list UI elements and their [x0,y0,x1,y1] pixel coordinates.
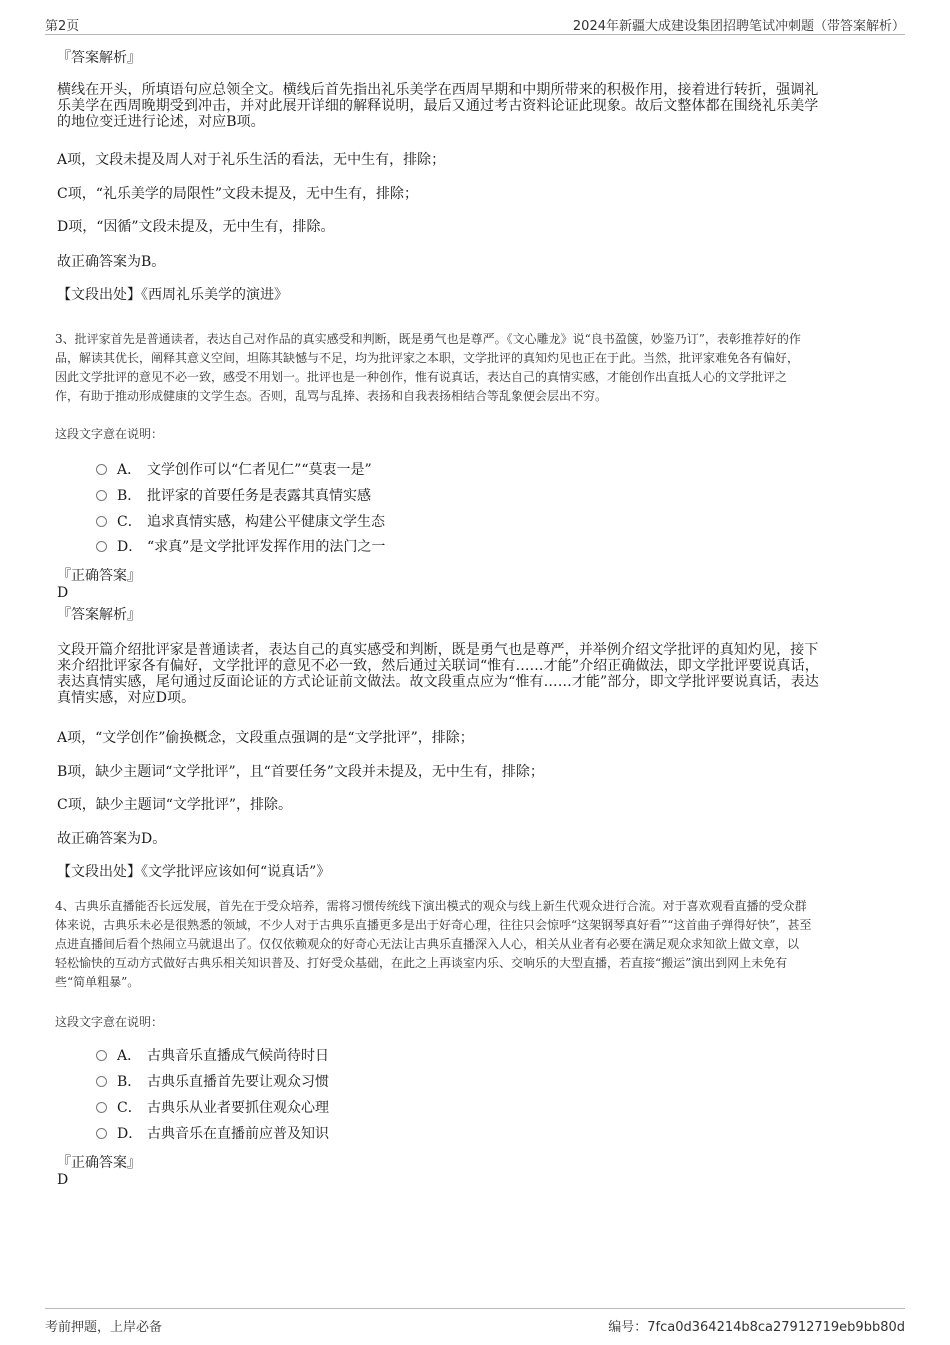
option-letter: D． [117,1126,143,1142]
option-text: 追求真情实感，构建公平健康文学生态 [147,514,385,530]
option-text: 文学创作可以“仁者见仁”“莫衷一是” [147,462,372,478]
analysis-line: 文段开篇介绍批评家是普通读者，表达自己的真实感受和判断，既是勇气也是尊严，并举例介绍文学批评的真知灼见，接下 [57,642,819,658]
option-b[interactable] [96,486,371,506]
analysis-label: 『答案解析』 [57,607,141,623]
page-footer [45,1308,905,1337]
question-line: 作，有助于推动形成健康的文学生态。否则，乱骂与乱捧、表扬和自我表扬相结合等乱象便会层出不穷。 [55,389,608,403]
question-3-text [55,330,900,406]
code-value: 7fca0d364214b8ca27912719eb9bb80d [647,1320,905,1335]
note-line: C项，缺少主题词“文学批评”，排除。 [57,797,293,813]
option-text: 古典音乐在直播前应普及知识 [147,1126,329,1142]
analysis-line: 乐美学在西周晚期受到冲击，并对此展开详细的解释说明，最后又通过考古资料论证此现象。故后文整体都在围绕礼乐美学 [57,98,819,114]
analysis-line: 来介绍批评家各有偏好，文学批评的意见不必一致，然后通过关联词“惟有……才能”介绍正确做法，即文学批评要说真话， [57,658,819,674]
radio-button-icon[interactable] [96,541,107,552]
option-letter: C． [117,514,142,530]
option-b[interactable] [96,1072,329,1092]
option-letter: B． [117,1074,142,1090]
source-line: 【文段出处】《文学批评应该如何“说真话”》 [57,864,331,880]
note-line: A项，文段未提及周人对于礼乐生活的看法，无中生有，排除； [57,152,446,168]
analysis-paragraph [57,642,893,706]
option-letter: B． [117,488,142,504]
correct-answer-value: D [57,1172,69,1188]
question-line: 因此文学批评的意见不必一致，感受不用划一。批评也是一种创作，惟有说真话，表达自己的真情实感，才能创作出直抵人心的文学批评之 [55,370,788,384]
radio-button-icon[interactable] [96,464,107,475]
radio-button-icon[interactable] [96,1102,107,1113]
option-d[interactable] [96,1124,329,1144]
note-line: D项，“因循”文段未提及，无中生有，排除。 [57,219,335,235]
question-4-text [55,897,900,992]
option-text: 批评家的首要任务是表露其真情实感 [147,488,371,504]
source-line: 【文段出处】《西周礼乐美学的演进》 [57,287,288,303]
option-letter: D． [117,539,143,555]
option-text: 古典乐从业者要抓住观众心理 [147,1100,329,1116]
question-line: 品，解读其优长，阐释其意义空间，坦陈其缺憾与不足，均为批评家之本职，文学批评的真知灼见也正在于此。当然，批评家难免各有偏好， [55,351,800,365]
code-label: 编号： [608,1320,648,1335]
analysis-line: 横线在开头，所填语句应总领全文。横线后首先指出礼乐美学在西周早期和中期所带来的积极作用，接着进行转折，强调礼 [57,82,819,98]
radio-button-icon[interactable] [96,1076,107,1087]
analysis-paragraph [57,82,893,130]
page-number: 第2页 [45,19,80,34]
document-code [608,1316,905,1335]
question-line: 3、批评家首先是普通读者，表达自己对作品的真实感受和判断，既是勇气也是尊严。《文心雕龙》说“良书盈箧，妙鉴乃订”，表彰推荐好的作 [55,332,801,346]
question-line: 些“简单粗暴”。 [55,975,140,989]
final-answer-line: 故正确答案为B。 [57,254,166,270]
option-letter: C． [117,1100,142,1116]
option-text: 古典音乐直播成气候尚待时日 [147,1048,329,1064]
footer-slogan: 考前押题，上岸必备 [45,1320,163,1335]
option-c[interactable] [96,1098,329,1118]
radio-button-icon[interactable] [96,490,107,501]
document-title: 2024年新疆大成建设集团招聘笔试冲刺题（带答案解析） [572,19,905,34]
option-letter: A． [117,462,142,478]
correct-answer-label: 『正确答案』 [57,1155,141,1171]
question-line: 轻松愉快的互动方式做好古典乐相关知识普及、打好受众基础，在此之上再谈室内乐、交响乐的大型直播，若直接“搬运”演出到网上未免有 [55,956,788,970]
radio-button-icon[interactable] [96,1128,107,1139]
note-line: C项，“礼乐美学的局限性”文段未提及，无中生有，排除； [57,186,419,202]
correct-answer-value: D [57,585,69,601]
correct-answer-label: 『正确答案』 [57,568,141,584]
question-prompt: 这段文字意在说明： [55,1015,164,1029]
analysis-line: 表达真情实感，尾句通过反面论证的方式论证前文做法。故文段重点应为“惟有……才能”部分，即文学批评要说真话，表达 [57,674,819,690]
note-line: B项，缺少主题词“文学批评”，且“首要任务”文段并未提及，无中生有，排除； [57,764,544,780]
radio-button-icon[interactable] [96,1050,107,1061]
option-c[interactable] [96,512,385,532]
option-d[interactable] [96,537,385,557]
note-line: A项，“文学创作”偷换概念，文段重点强调的是“文学批评”，排除； [57,730,474,746]
page-header [45,12,905,35]
question-line: 体来说，古典乐未必是很熟悉的领域，不少人对于古典乐直播更多是出于好奇心理，往往只会惊呼“这架钢琴真好看”“这首曲子弹得好快”，甚至 [55,918,812,932]
analysis-label: 『答案解析』 [57,50,141,66]
final-answer-line: 故正确答案为D。 [57,831,167,847]
analysis-line: 真情实感，对应D项。 [57,690,196,706]
question-line: 点进直播间后看个热闹立马就退出了。仅仅依赖观众的好奇心无法让古典乐直播深入人心，相关从业者有必要在满足观众求知欲上做文章，以 [55,937,800,951]
option-letter: A． [117,1048,142,1064]
option-a[interactable] [96,460,372,480]
option-text: 古典乐直播首先要让观众习惯 [147,1074,329,1090]
radio-button-icon[interactable] [96,516,107,527]
option-a[interactable] [96,1046,329,1066]
option-text: “求真”是文学批评发挥作用的法门之一 [147,539,386,555]
question-prompt: 这段文字意在说明： [55,427,164,441]
analysis-line: 的地位变迁进行论述，对应B项。 [57,114,265,130]
question-line: 4、古典乐直播能否长远发展，首先在于受众培养，需将习惯传统线下演出模式的观众与线上新生代观众进行合流。对于喜欢观看直播的受众群 [55,899,807,913]
